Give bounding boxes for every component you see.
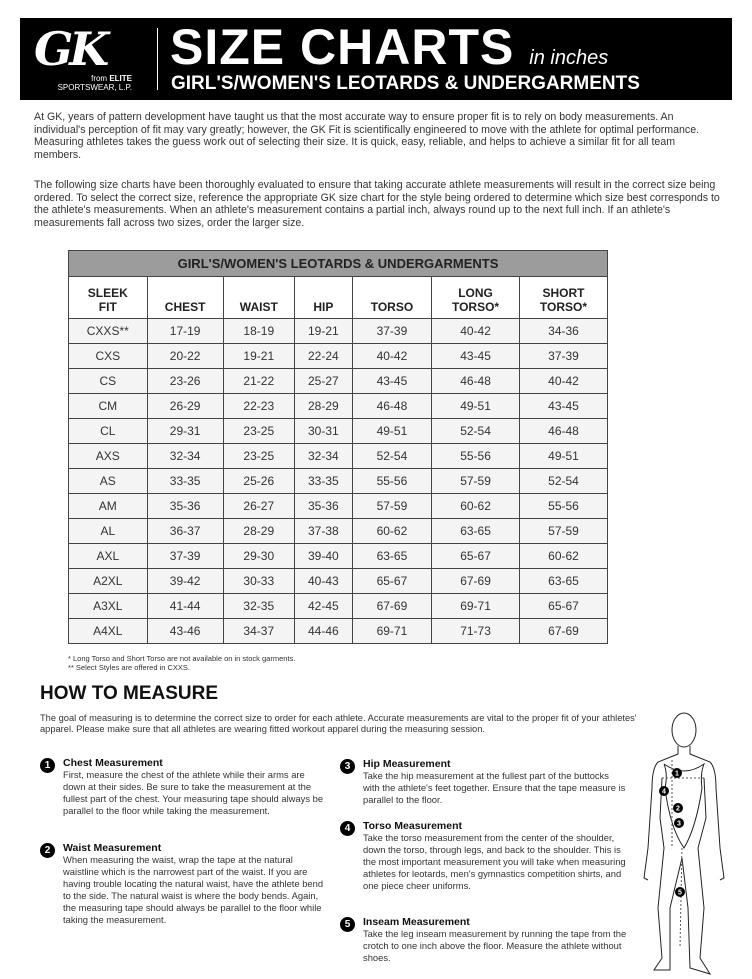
measurement-cell: 60-62 — [519, 544, 607, 569]
table-row — [69, 344, 608, 369]
size-table — [68, 250, 608, 644]
measurement-cell: 67-69 — [352, 594, 431, 619]
measurement-cell: 40-43 — [294, 569, 352, 594]
marker-5: 5 — [678, 889, 682, 897]
measurement-cell: 63-65 — [352, 544, 431, 569]
measurement-cell: 40-42 — [432, 319, 520, 344]
size-cell: AM — [69, 494, 148, 519]
measurement-cell: 23-25 — [223, 419, 294, 444]
measurement-cell: 42-45 — [294, 594, 352, 619]
measurement-cell: 36-37 — [147, 519, 223, 544]
measurement-cell: 21-22 — [223, 369, 294, 394]
measurement-cell: 28-29 — [294, 394, 352, 419]
measurement-cell: 26-27 — [223, 494, 294, 519]
measurement-cell: 60-62 — [432, 494, 520, 519]
measurement-cell: 34-36 — [519, 319, 607, 344]
gk-logo: GK from ELITE SPORTSWEAR, L.P. — [34, 22, 132, 92]
measurement-cell: 39-42 — [147, 569, 223, 594]
how-to-measure-intro: The goal of measuring is to determine the correct size to order for each athlete. Accurate measurements are vital to the proper fit of your athletes' apparel. Please make sure that all athletes are wearing fitted workout apparel during the measuring session. — [40, 713, 637, 734]
measurement-cell: 25-26 — [223, 469, 294, 494]
measurement-cell: 19-21 — [294, 319, 352, 344]
size-cell: CXS — [69, 344, 148, 369]
table-row — [69, 319, 608, 344]
measurement-cell: 57-59 — [352, 494, 431, 519]
table-row — [69, 544, 608, 569]
measurement-cell: 32-35 — [223, 594, 294, 619]
measurement-cell: 30-33 — [223, 569, 294, 594]
intro-paragraph-2: The following size charts have been thoroughly evaluated to ensure that taking accurate athlete measurements will result in the correct size being ordered. To select the correct size, reference the appropriate GK size chart for the style being ordered to determine which size best corresponds to the athlete's measurements. When an athlete's measurement contains a partial inch, always round up to the next full inch. If an athlete's measurements fall across two sizes, order the larger size. — [34, 179, 720, 229]
size-cell: CM — [69, 394, 148, 419]
measurement-cell: 67-69 — [519, 619, 607, 644]
intro-paragraph-1: At GK, years of pattern development have taught us that the most accurate way to ensure proper fit is to rely on body measurements. An individual's perception of fit may vary greatly; however, the GK Fit is scientifically engineered to move with the athlete for optimal performance. Measuring athletes takes the guess work out of selecting their size. It is quick, easy, reliable, and helps to achieve a similar fit for all team members. — [34, 111, 700, 161]
measurement-cell: 46-48 — [519, 419, 607, 444]
measurement-cell: 43-45 — [352, 369, 431, 394]
measurement-cell: 65-67 — [352, 569, 431, 594]
measurement-cell: 20-22 — [147, 344, 223, 369]
marker-2: 2 — [676, 805, 680, 813]
column-header: HIP — [294, 277, 352, 319]
measurement-cell: 32-34 — [147, 444, 223, 469]
table-row — [69, 619, 608, 644]
measurement-cell: 37-38 — [294, 519, 352, 544]
measurement-cell: 33-35 — [294, 469, 352, 494]
table-row — [69, 469, 608, 494]
inseam-measurement: 5 Inseam Measurement Take the leg inseam measurement by running the tape from the crotch to one inch above the floor. Measure the athlete without shoes. — [363, 916, 628, 964]
measurement-cell: 65-67 — [519, 594, 607, 619]
measurement-cell: 69-71 — [352, 619, 431, 644]
size-cell: A3XL — [69, 594, 148, 619]
table-row — [69, 594, 608, 619]
page-title: SIZE CHARTS in inches — [170, 19, 609, 75]
measurement-cell: 23-26 — [147, 369, 223, 394]
table-row — [69, 569, 608, 594]
footnotes: * Long Torso and Short Torso are not available on in stock garments. ** Select Styles are offered in CXXS. — [68, 654, 296, 672]
measurement-cell: 44-46 — [294, 619, 352, 644]
table-title: GIRL'S/WOMEN'S LEOTARDS & UNDERGARMENTS — [69, 251, 608, 277]
measurement-cell: 40-42 — [519, 369, 607, 394]
size-cell: CS — [69, 369, 148, 394]
measurement-cell: 37-39 — [519, 344, 607, 369]
table-row — [69, 444, 608, 469]
measurement-cell: 49-51 — [519, 444, 607, 469]
unit-label: in inches — [529, 47, 609, 69]
measurement-cell: 32-34 — [294, 444, 352, 469]
measurement-cell: 63-65 — [519, 569, 607, 594]
size-cell: AXS — [69, 444, 148, 469]
chest-measurement: 1 Chest Measurement First, measure the chest of the athlete while their arms are down at their sides. Be sure to take the measurement at the fullest part of the chest. Your measuring tape should always be parallel to the floor while taking the measurement. — [63, 757, 328, 817]
measurement-cell: 26-29 — [147, 394, 223, 419]
body-figure-illustration — [640, 708, 745, 978]
size-cell: AXL — [69, 544, 148, 569]
measurement-cell: 49-51 — [352, 419, 431, 444]
measurement-cell: 57-59 — [432, 469, 520, 494]
size-cell: CXXS** — [69, 319, 148, 344]
table-row — [69, 369, 608, 394]
measurement-cell: 46-48 — [352, 394, 431, 419]
measurement-cell: 35-36 — [147, 494, 223, 519]
measurement-cell: 43-46 — [147, 619, 223, 644]
measurement-cell: 55-56 — [432, 444, 520, 469]
measurement-cell: 23-25 — [223, 444, 294, 469]
column-header: WAIST — [223, 277, 294, 319]
divider — [157, 28, 158, 90]
measurement-cell: 41-44 — [147, 594, 223, 619]
measurement-cell: 52-54 — [352, 444, 431, 469]
page-subtitle: GIRL'S/WOMEN'S LEOTARDS & UNDERGARMENTS — [171, 73, 640, 94]
torso-measurement: 4 Torso Measurement Take the torso measurement from the center of the shoulder, down the torso, through legs, and back to the shoulder. This is the most important measurement you will take when measuring athletes for leotards, men's gymnastics competition shirts, and one piece cheer uniforms. — [363, 820, 628, 892]
hip-measurement: 3 Hip Measurement Take the hip measurement at the fullest part of the buttocks with the athlete's feet together. Ensure that the tape measure is parallel to the floor. — [363, 758, 628, 806]
measurement-cell: 37-39 — [147, 544, 223, 569]
measurement-cell: 46-48 — [432, 369, 520, 394]
marker-1: 1 — [675, 770, 679, 778]
column-header: LONG TORSO* — [432, 277, 520, 319]
measurement-cell: 25-27 — [294, 369, 352, 394]
measurement-cell: 65-67 — [432, 544, 520, 569]
measurement-cell: 52-54 — [432, 419, 520, 444]
measurement-cell: 55-56 — [519, 494, 607, 519]
measurement-cell: 63-65 — [432, 519, 520, 544]
size-cell: A4XL — [69, 619, 148, 644]
measurement-cell: 71-73 — [432, 619, 520, 644]
column-header: CHEST — [147, 277, 223, 319]
measurement-cell: 52-54 — [519, 469, 607, 494]
measurement-cell: 17-19 — [147, 319, 223, 344]
measurement-cell: 29-31 — [147, 419, 223, 444]
measurement-cell: 34-37 — [223, 619, 294, 644]
size-cell: CL — [69, 419, 148, 444]
table-row — [69, 494, 608, 519]
size-cell: AS — [69, 469, 148, 494]
measurement-cell: 33-35 — [147, 469, 223, 494]
measurement-cell: 57-59 — [519, 519, 607, 544]
size-cell: A2XL — [69, 569, 148, 594]
measurement-cell: 67-69 — [432, 569, 520, 594]
measurement-cell: 22-24 — [294, 344, 352, 369]
measurement-cell: 22-23 — [223, 394, 294, 419]
marker-3: 3 — [677, 820, 681, 828]
table-row — [69, 419, 608, 444]
size-cell: AL — [69, 519, 148, 544]
header-banner — [20, 18, 732, 100]
measurement-cell: 19-21 — [223, 344, 294, 369]
measurement-cell: 18-19 — [223, 319, 294, 344]
measurement-cell: 28-29 — [223, 519, 294, 544]
measurement-cell: 43-45 — [432, 344, 520, 369]
measurement-cell: 40-42 — [352, 344, 431, 369]
waist-measurement: 2 Waist Measurement When measuring the waist, wrap the tape at the natural waistline which is the narrowest part of the waist. If you are having trouble locating the natural waist, have the athlete bend to the side. The natural waist is where the body bends. Again, the measuring tape should always be parallel to the floor while taking the measurement. — [63, 842, 328, 926]
measurement-cell: 60-62 — [352, 519, 431, 544]
measurement-cell: 39-40 — [294, 544, 352, 569]
marker-4: 4 — [662, 788, 666, 796]
column-header: TORSO — [352, 277, 431, 319]
measurement-cell: 69-71 — [432, 594, 520, 619]
measurement-cell: 55-56 — [352, 469, 431, 494]
table-row — [69, 519, 608, 544]
column-header: SLEEK FIT — [69, 277, 148, 319]
column-header: SHORT TORSO* — [519, 277, 607, 319]
measurement-cell: 49-51 — [432, 394, 520, 419]
measurement-cell: 35-36 — [294, 494, 352, 519]
how-to-measure-heading: HOW TO MEASURE — [40, 683, 219, 704]
table-row — [69, 394, 608, 419]
measurement-cell: 30-31 — [294, 419, 352, 444]
measurement-cell: 29-30 — [223, 544, 294, 569]
measurement-cell: 37-39 — [352, 319, 431, 344]
measurement-cell: 43-45 — [519, 394, 607, 419]
